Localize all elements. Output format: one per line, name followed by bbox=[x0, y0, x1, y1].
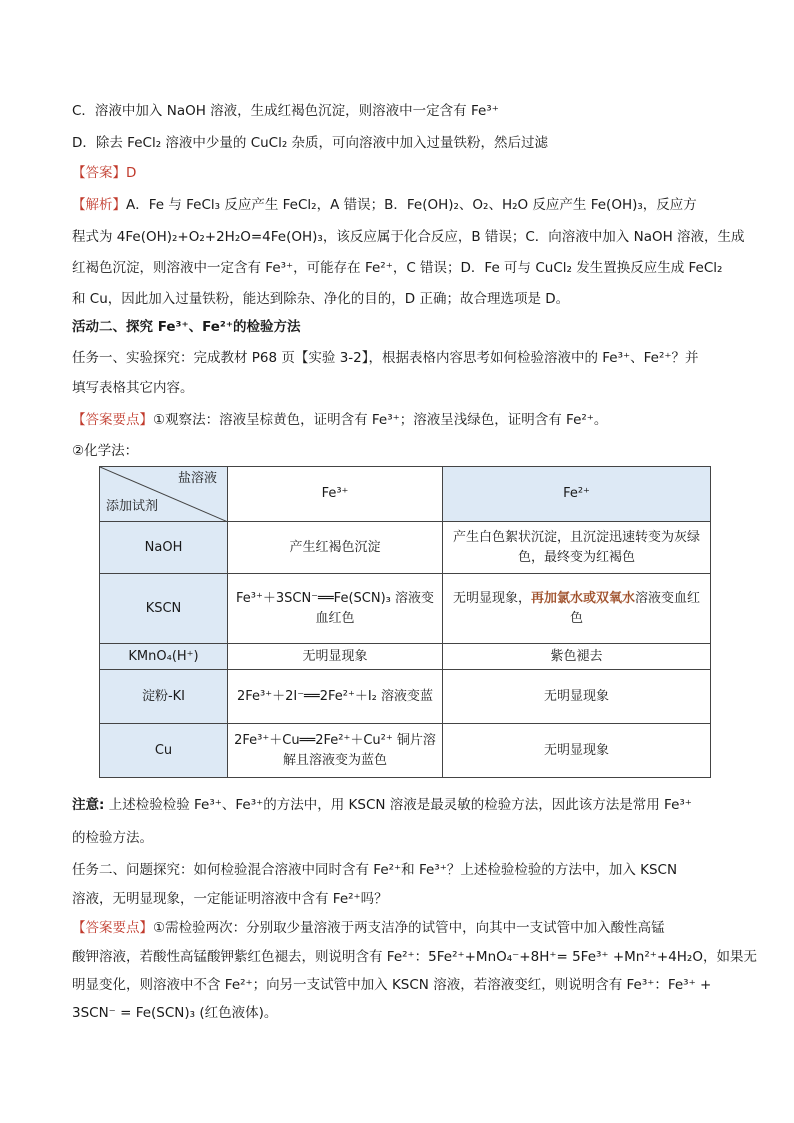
col-fe2: Fe²⁺ bbox=[443, 467, 711, 522]
option-c: C．溶液中加入 NaOH 溶液，生成红褐色沉淀，则溶液中一定含有 Fe³⁺ bbox=[72, 103, 499, 119]
corner-bottom: 添加试剂 bbox=[106, 499, 159, 514]
key2-label: 【答案要点】 bbox=[72, 920, 153, 936]
reagent-cell: Cu bbox=[100, 724, 228, 778]
answer-value: D bbox=[126, 165, 137, 181]
analysis-line-2: 程式为 4Fe(OH)₂+O₂+2H₂O=4Fe(OH)₃，该反应属于化合反应，B 错误；C．向溶液中加入 NaOH 溶液，生成 bbox=[72, 229, 745, 245]
fe3-cell: 2Fe³⁺＋Cu══2Fe²⁺＋Cu²⁺ 铜片溶解且溶液变为蓝色 bbox=[228, 724, 443, 778]
fe2-cell: 无明显现象 bbox=[443, 724, 711, 778]
table-corner bbox=[100, 467, 228, 522]
task1-line-2: 填写表格其它内容。 bbox=[72, 380, 194, 396]
chem-method: ②化学法： bbox=[72, 443, 139, 459]
fe2-cell: 紫色褪去 bbox=[443, 644, 711, 670]
reagent-cell: KMnO₄(H⁺) bbox=[100, 644, 228, 670]
table-row bbox=[100, 670, 711, 724]
key2-line-2: 酸钾溶液，若酸性高锰酸钾紫红色褪去，则说明含有 Fe²⁺：5Fe²⁺+MnO₄⁻+8H⁺= 5Fe³⁺ +Mn²⁺+4H₂O，如果无 bbox=[72, 949, 757, 965]
key1: 【答案要点】①观察法：溶液呈棕黄色，证明含有 Fe³⁺；溶液呈浅绿色，证明含有 Fe²⁺。 bbox=[72, 412, 608, 428]
fe2-cell: 产生白色絮状沉淀，且沉淀迅速转变为灰绿色，最终变为红褐色 bbox=[443, 522, 711, 574]
fe3-cell: 无明显现象 bbox=[228, 644, 443, 670]
note-label: 注意: bbox=[72, 797, 105, 813]
answer-label: 【答案】 bbox=[72, 165, 126, 181]
fe2-cell: 无明显现象 bbox=[443, 670, 711, 724]
analysis-line-1: 【解析】A．Fe 与 FeCl₃ 反应产生 FeCl₂，A 错误；B．Fe(OH)₂、O₂、H₂O 反应产生 Fe(OH)₃，反应方 bbox=[72, 197, 697, 213]
fe3-cell: Fe³⁺＋3SCN⁻══Fe(SCN)₃ 溶液变血红色 bbox=[228, 574, 443, 644]
fe3-cell: 2Fe³⁺＋2I⁻══2Fe²⁺＋I₂ 溶液变蓝 bbox=[228, 670, 443, 724]
note-line-1: 注意: 上述检验检验 Fe³⁺、Fe³⁺的方法中，用 KSCN 溶液是最灵敏的检验方法，因此该方法是常用 Fe³⁺ bbox=[72, 797, 692, 813]
table-row bbox=[100, 574, 711, 644]
fe2-cell: 无明显现象，再加氯水或双氧水溶液变血红色 bbox=[443, 574, 711, 644]
task1-line-1: 任务一、实验探究：完成教材 P68 页【实验 3-2】，根据表格内容思考如何检验溶液中的 Fe³⁺、Fe²⁺？并 bbox=[72, 350, 699, 366]
reagent-cell: NaOH bbox=[100, 522, 228, 574]
task2-line-1: 任务二、问题探究：如何检验混合溶液中同时含有 Fe²⁺和 Fe³⁺？上述检验检验的方法中，加入 KSCN bbox=[72, 862, 678, 878]
table-row bbox=[100, 724, 711, 778]
analysis-line-4: 和 Cu，因此加入过量铁粉，能达到除杂、净化的目的，D 正确；故合理选项是 D。 bbox=[72, 291, 570, 307]
col-fe3: Fe³⁺ bbox=[228, 467, 443, 522]
reagent-cell: 淀粉-KI bbox=[100, 670, 228, 724]
key-label: 【答案要点】 bbox=[72, 412, 153, 428]
fe3-cell: 产生红褐色沉淀 bbox=[228, 522, 443, 574]
note-line-2: 的检验方法。 bbox=[72, 830, 153, 846]
analysis-label: 【解析】 bbox=[72, 197, 126, 213]
task2-line-2: 溶液，无明显现象，一定能证明溶液中含有 Fe²⁺吗？ bbox=[72, 891, 388, 907]
table-row bbox=[100, 644, 711, 670]
table-row bbox=[100, 522, 711, 574]
answer bbox=[72, 163, 136, 183]
key2-line-4: 3SCN⁻ = Fe(SCN)₃ (红色液体)。 bbox=[72, 1005, 278, 1021]
key2-line-1: 【答案要点】①需检验两次：分别取少量溶液于两支洁净的试管中，向其中一支试管中加入酸性高锰 bbox=[72, 920, 665, 936]
analysis-line-3: 红褐色沉淀，则溶液中一定含有 Fe³⁺，可能存在 Fe²⁺，C 错误；D．Fe 可与 CuCl₂ 发生置换反应生成 FeCl₂ bbox=[72, 260, 723, 276]
option-d: D．除去 FeCl₂ 溶液中少量的 CuCl₂ 杂质，可向溶液中加入过量铁粉，然后过滤 bbox=[72, 135, 549, 151]
corner-top: 盐溶液 bbox=[177, 471, 217, 486]
detection-table bbox=[99, 466, 711, 778]
key2-line-3: 明显变化，则溶液中不含 Fe²⁺；向另一支试管中加入 KSCN 溶液，若溶液变红，则说明含有 Fe³⁺：Fe³⁺ + bbox=[72, 977, 712, 993]
reagent-cell: KSCN bbox=[100, 574, 228, 644]
activity2-title: 活动二、探究 Fe³⁺、Fe²⁺的检验方法 bbox=[72, 319, 301, 335]
